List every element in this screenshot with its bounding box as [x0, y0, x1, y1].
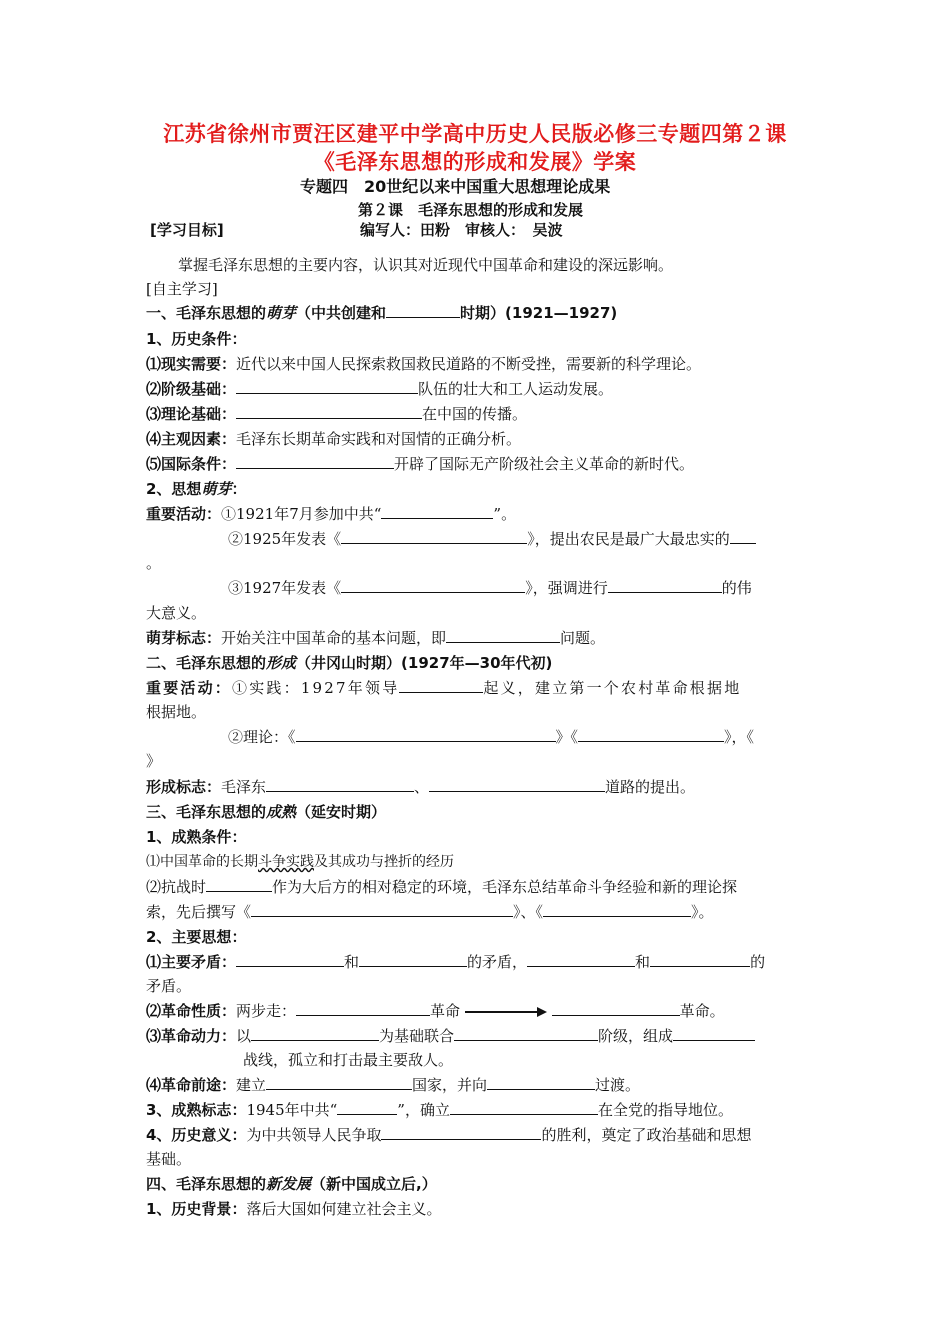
blank-base-area[interactable]: [206, 877, 272, 892]
maturity-mark: 3、成熟标志：1945年中共“ ”，确立 在全党的指导地位。: [146, 1101, 733, 1119]
condition-1: ⑴现实需要：近代以来中国人民探索救国救民道路的不断受挫，需要新的科学理论。: [146, 355, 702, 373]
document-title-line1: 江苏省徐州市贾汪区建平中学高中历史人民版必修三专题四第２课: [163, 121, 787, 146]
maturity-condition-1: ⑴中国革命的长期斗争实践及其成功与挫折的经历: [146, 854, 454, 870]
sprout-mark: 萌芽标志：开始关注中国革命的基本问题，即 问题。: [146, 629, 606, 647]
blank-intl-condition[interactable]: [236, 454, 394, 469]
blank-victory[interactable]: [381, 1125, 541, 1140]
authors-line: 编写人：田粉 审核人： 吴波: [360, 221, 563, 239]
blank-transition[interactable]: [487, 1075, 595, 1090]
blank-guiding-thought[interactable]: [450, 1100, 598, 1115]
activity-2: ②1925年发表《 》，提出农民是最广大最忠实的: [228, 528, 756, 549]
blank-basis[interactable]: [251, 1026, 379, 1041]
formation-activity-2-cont: 》: [146, 752, 162, 770]
blank-work-4[interactable]: [543, 902, 691, 917]
conditions-title: 1、历史条件：: [146, 330, 247, 348]
blank-class-base[interactable]: [236, 379, 418, 394]
blank-contradiction-1[interactable]: [236, 952, 344, 967]
objective-text: 掌握毛泽东思想的主要内容，认识其对近现代中国革命和建设的深远影响。: [178, 256, 674, 274]
topic-heading: 专题四 20世纪以来中国重大思想理论成果: [300, 177, 611, 196]
activity-3-cont: 大意义。: [146, 604, 207, 622]
idea-main-contradiction: ⑴主要矛盾： 和 的矛盾， 和 的: [146, 953, 766, 971]
blank-revolution-2[interactable]: [552, 1001, 680, 1016]
activity-2-cont: 。: [146, 554, 162, 572]
historical-significance-cont: 基础。: [146, 1150, 192, 1168]
self-study-label: [自主学习]: [146, 280, 218, 298]
maturity-conditions-title: 1、成熟条件：: [146, 828, 247, 846]
blank-article-1925[interactable]: [341, 529, 527, 544]
formation-activity-1: 重要活动：①实践：1927年领导 起义，建立第一个农村革命根据地: [146, 679, 742, 697]
maturity-condition-2-cont: 索，先后撰写《 》、《 》。: [146, 903, 714, 921]
blank-basic-issue[interactable]: [446, 628, 560, 643]
document-title-line2: 《毛泽东思想的形成和发展》学案: [313, 149, 637, 174]
condition-2: ⑵阶级基础： 队伍的壮大和工人运动发展。: [146, 380, 614, 398]
section-2-heading: 二、毛泽东思想的形成（井冈山时期）(1927年—30年代初): [146, 654, 553, 672]
blank-front[interactable]: [673, 1026, 755, 1041]
formation-activity-2: ②理论：《 》《 》，《: [228, 728, 755, 746]
blank-theory-base[interactable]: [236, 404, 422, 419]
blank-revolution-type[interactable]: [608, 578, 722, 593]
historical-significance: 4、历史意义：为中共领导人民争取 的胜利，奠定了政治基础和思想: [146, 1126, 752, 1144]
blank-classes[interactable]: [454, 1026, 598, 1041]
formation-activity-1-cont: 根据地。: [146, 703, 207, 721]
blank-contradiction-4[interactable]: [650, 952, 750, 967]
blank-theory-a[interactable]: [266, 777, 414, 792]
condition-5: ⑸国际条件： 开辟了国际无产阶级社会主义革命的新时代。: [146, 455, 695, 473]
condition-3: ⑶理论基础： 在中国的传播。: [146, 405, 528, 423]
blank-work-3[interactable]: [251, 902, 513, 917]
learning-goal-label: [学习目标]: [150, 221, 224, 239]
blank-ally[interactable]: [730, 529, 756, 544]
blank-uprising[interactable]: [399, 678, 483, 693]
blank-period[interactable]: [386, 303, 460, 318]
blank-work-2[interactable]: [578, 727, 724, 742]
activity-3: ③1927年发表《 》，强调进行 的伟: [228, 579, 752, 597]
section-1-heading: 一、毛泽东思想的萌芽（中共创建和 时期）(1921—1927): [146, 304, 618, 322]
formation-mark: 形成标志：毛泽东 、 道路的提出。: [146, 778, 696, 796]
blank-article-1927[interactable]: [341, 578, 525, 593]
blank-state[interactable]: [266, 1075, 412, 1090]
blank-congress[interactable]: [381, 504, 493, 519]
idea-revolution-future: ⑷革命前途：建立 国家，并向 过渡。: [146, 1076, 641, 1094]
blank-contradiction-2[interactable]: [359, 952, 467, 967]
blank-theory-b[interactable]: [429, 777, 605, 792]
maturity-condition-2: ⑵抗战时 作为大后方的相对稳定的环境，毛泽东总结革命斗争经验和新的理论探: [146, 878, 738, 896]
blank-revolution-1[interactable]: [296, 1001, 430, 1016]
condition-4: ⑷主观因素：毛泽东长期革命实践和对国情的正确分析。: [146, 430, 522, 448]
section-4-heading: 四、毛泽东思想的新发展（新中国成立后,）: [146, 1175, 437, 1193]
sprout-title: 2、思想萌芽：: [146, 480, 247, 498]
idea-revolution-force: ⑶革命动力：以 为基础联合 阶级，组成: [146, 1025, 755, 1046]
blank-work-1[interactable]: [296, 727, 556, 742]
arrow-icon: [465, 1007, 547, 1017]
section-3-heading: 三、毛泽东思想的成熟（延安时期）: [146, 803, 387, 821]
activity-1: 重要活动：①1921年7月参加中共“ ”。: [146, 505, 517, 523]
new-development-background: 1、历史背景：落后大国如何建立社会主义。: [146, 1200, 442, 1218]
idea-main-contradiction-cont: 矛盾。: [146, 977, 192, 995]
idea-revolution-nature: ⑵革命性质：两步走： 革命 革命。: [146, 1002, 725, 1020]
blank-contradiction-3[interactable]: [527, 952, 635, 967]
lesson-heading: 第２课 毛泽东思想的形成和发展: [358, 201, 584, 219]
blank-congress-name[interactable]: [337, 1100, 397, 1115]
idea-revolution-force-cont: 战线，孤立和打击最主要敌人。: [243, 1051, 454, 1069]
main-ideas-title: 2、主要思想：: [146, 928, 247, 946]
